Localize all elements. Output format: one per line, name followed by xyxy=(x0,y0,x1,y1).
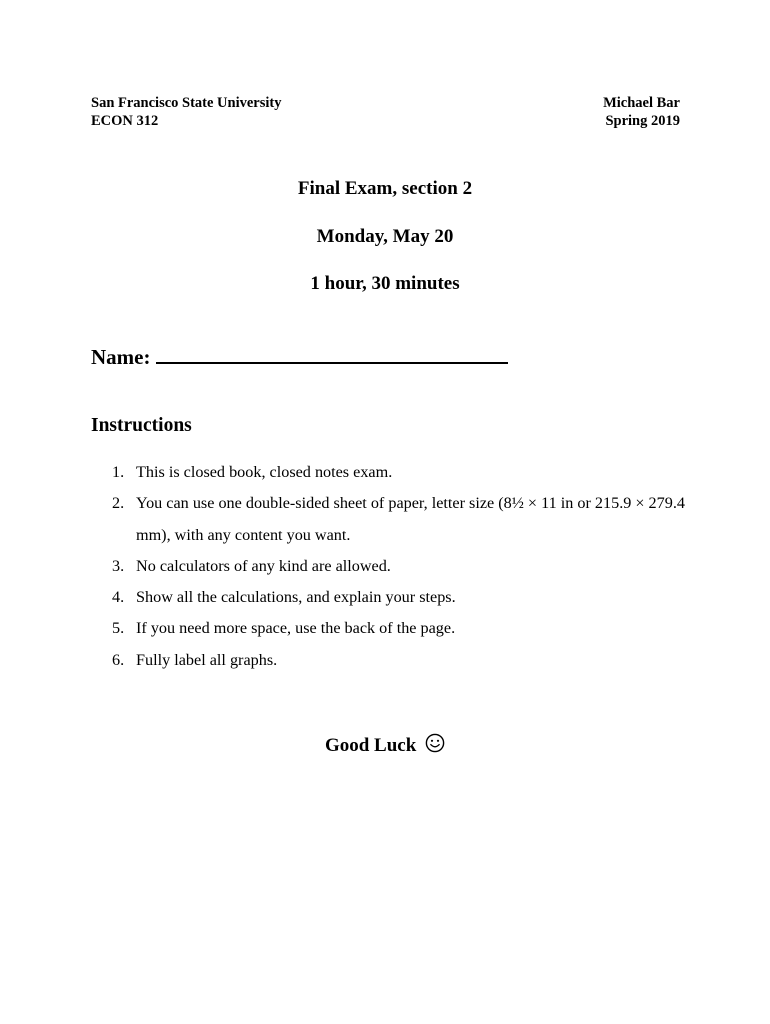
instruction-number: 4. xyxy=(112,588,125,607)
instruction-text: No calculators of any kind are allowed. xyxy=(136,556,391,575)
good-luck-message xyxy=(0,733,770,761)
name-field xyxy=(91,342,508,370)
instruction-item xyxy=(112,551,692,582)
instruction-text: If you need more space, use the back of the page. xyxy=(136,619,456,638)
instruction-item xyxy=(112,613,692,644)
name-blank-line[interactable] xyxy=(156,342,508,364)
university-name: San Francisco State University xyxy=(91,95,282,111)
instruction-item xyxy=(112,457,692,488)
instruction-number: 6. xyxy=(112,650,125,669)
term: Spring 2019 xyxy=(605,113,680,129)
instruction-number: 5. xyxy=(112,619,125,638)
instructions-list xyxy=(112,457,692,676)
instruction-text: Fully label all graphs. xyxy=(136,650,278,669)
smiley-face-icon xyxy=(425,733,445,761)
instruction-text: You can use one double-sided sheet of paper, letter size (8½ × 11 in or 215.9 × 279.4 mm), with any content you want. xyxy=(136,494,685,544)
exam-title: Final Exam, section 2 xyxy=(297,178,473,199)
exam-duration: 1 hour, 30 minutes xyxy=(310,273,460,294)
instruction-item xyxy=(112,488,692,551)
instruction-item xyxy=(112,645,692,676)
good-luck-text: Good Luck xyxy=(324,735,417,756)
instruction-item xyxy=(112,582,692,613)
course-code: ECON 312 xyxy=(91,113,159,129)
header-instructor xyxy=(603,94,680,130)
instructions-heading: Instructions xyxy=(91,415,192,436)
name-label: Name: xyxy=(91,345,151,369)
instruction-text: This is closed book, closed notes exam. xyxy=(136,463,393,481)
header-institution xyxy=(91,94,282,130)
instruction-number: 2. xyxy=(112,494,125,513)
exam-date: Monday, May 20 xyxy=(316,226,454,247)
instruction-number: 3. xyxy=(112,556,125,575)
instruction-number: 1. xyxy=(112,463,125,481)
instruction-text: Show all the calculations, and explain your steps. xyxy=(136,588,456,607)
instructor-name: Michael Bar xyxy=(603,95,680,111)
